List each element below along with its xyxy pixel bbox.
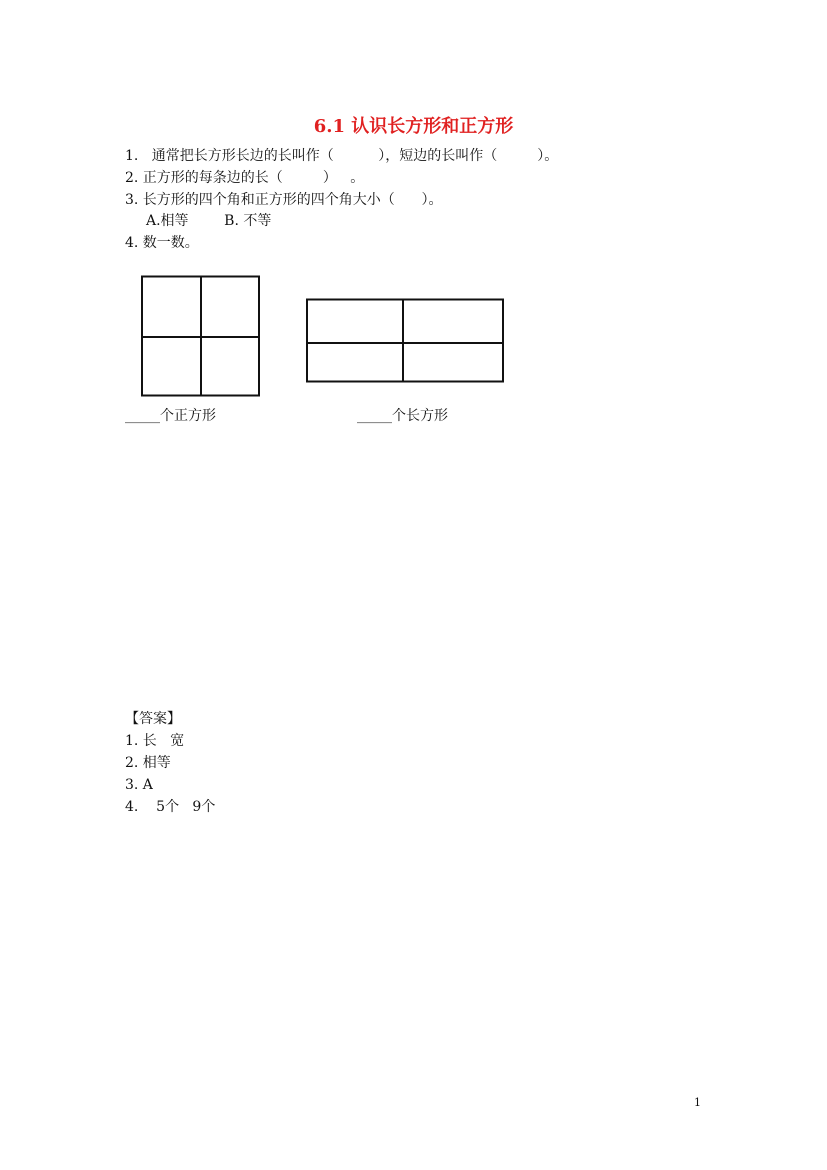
answers-heading: 【答案】 [125,711,181,727]
answer-2: 2. 相等 [125,755,171,771]
answer-3: 3. A [125,777,153,793]
worksheet-title: 6.1 认识长方形和正方形 [313,116,514,137]
question-3-options: A.相等 B. 不等 [146,213,272,229]
answer-4: 4. 5个 9个 [125,799,216,815]
square-count-caption: _____个正方形 [125,408,216,424]
question-4: 4. 数一数。 [125,235,199,251]
page-number: 1 [694,1096,701,1109]
question-3: 3. 长方形的四个角和正方形的四个角大小（ ）。 [125,192,443,208]
question-2: 2. 正方形的每条边的长（ ） 。 [125,170,365,186]
answer-1: 1. 长 宽 [125,733,185,749]
rectangle-count-caption: _____个长方形 [357,408,448,424]
square-grid-figure [140,275,262,398]
rectangle-grid-figure [305,298,505,384]
question-1: 1. 通常把长方形长边的长叫作（ ），短边的长叫作（ ）。 [125,148,559,164]
